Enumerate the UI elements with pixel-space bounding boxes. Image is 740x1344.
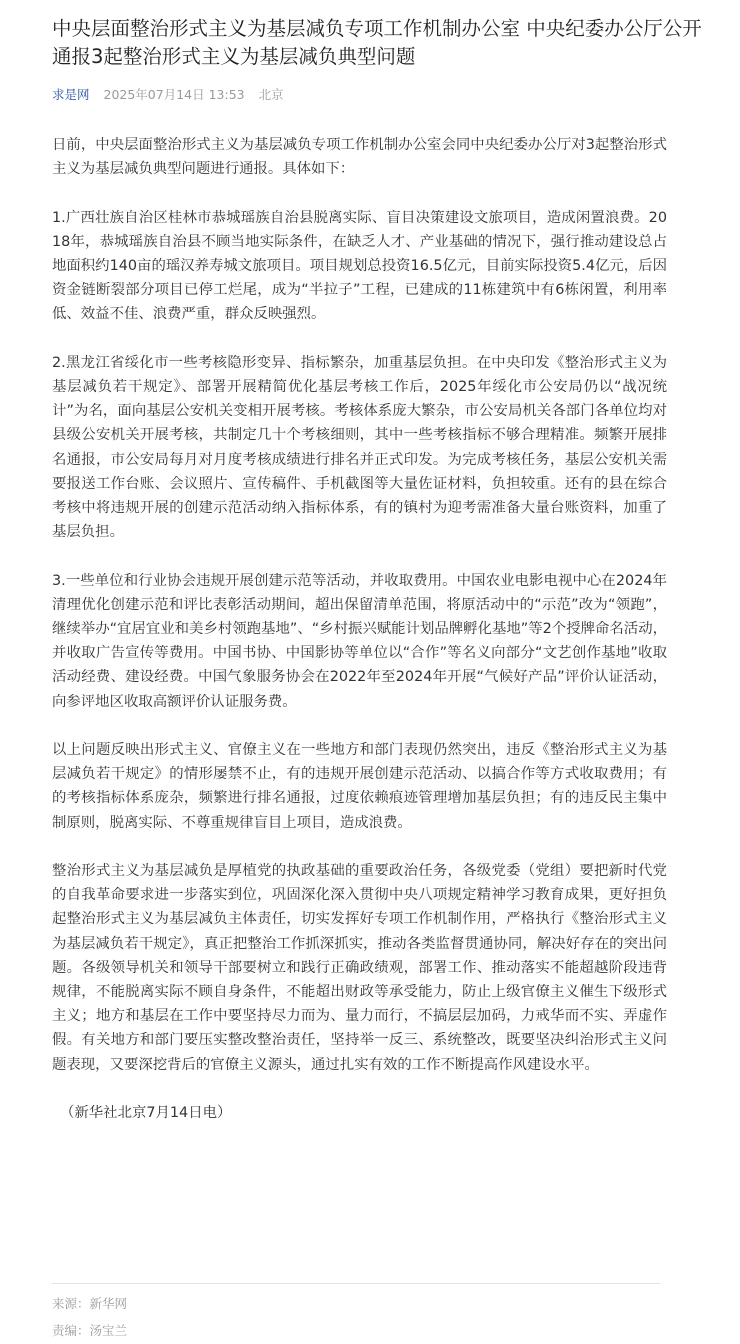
source-link[interactable]: 求是网 (52, 87, 90, 102)
paragraph-case-1: 1.广西壮族自治区桂林市恭城瑶族自治县脱离实际、盲目决策建设文旅项目，造成闲置浪费。2018年，恭城瑶族自治县不顾当地实际条件，在缺乏人才、产业基础的情况下，强行推动建设总占地面积约140亩的瑶汉养寿城文旅项目。项目规划总投资16.5亿元，目前实际投资5.4亿元，后因资金链断裂部分项目已停工烂尾，成为“半拉子”工程，已建成的11栋建筑中有6栋闲置，利用率低、效益不佳、浪费严重，群众反映强烈。 (52, 209, 667, 323)
footer-source: 来源：新华网 (52, 1296, 128, 1311)
article-footer (52, 1290, 127, 1344)
publish-time: 2025年07月14日 13:53 (103, 87, 245, 102)
paragraph-case-3: 3.一些单位和行业协会违规开展创建示范等活动，并收取费用。中国农业电影电视中心在2024年清理优化创建示范和评比表彰活动期间，超出保留清单范围，将原活动中的“示范”改为“领跑”，继续举办“宜居宜业和美乡村领跑基地”、“乡村振兴赋能计划品牌孵化基地”等2个授牌命名活动，并收取广告宣传等费用。中国书协、中国影协等单位以“合作”等名义向部分“文艺创作基地”收取活动经费、建设经费。中国气象服务协会在2022年至2024年开展“气候好产品”评价认证活动，向参评地区收取高额评价认证服务费。 (52, 572, 667, 710)
publish-location: 北京 (258, 87, 284, 102)
article-meta (52, 86, 284, 104)
footer-editor: 责编：汤宝兰 (52, 1323, 128, 1338)
article-title: 中央层面整治形式主义为基层减负专项工作机制办公室 中央纪委办公厅公开通报3起整治形式主义为基层减负典型问题 (52, 17, 702, 68)
paragraph-analysis: 以上问题反映出形式主义、官僚主义在一些地方和部门表现仍然突出，违反《整治形式主义为基层减负若干规定》的情形屡禁不止，有的违规开展创建示范活动、以搞合作等方式收取费用；有的考核指标体系庞杂，频繁进行排名通报，过度依赖痕迹管理增加基层负担；有的违反民主集中制原则，脱离实际、不尊重规律盲目上项目，造成浪费。 (52, 742, 667, 831)
dateline: （新华社北京7月14日电） (60, 1105, 232, 1122)
paragraph-requirements: 整治形式主义为基层减负是厚植党的执政基础的重要政治任务，各级党委（党组）要把新时代党的自我革命要求进一步落实到位，巩固深化深入贯彻中央八项规定精神学习教育成果，更好担负起整治形式主义为基层减负主体责任，切实发挥好专项工作机制作用，严格执行《整治形式主义为基层减负若干规定》，真正把整治工作抓深抓实，推动各类监督贯通协同，解决好存在的突出问题。各级领导机关和领导干部要树立和践行正确政绩观，部署工作、推动落实不能超越阶段违背规律，不能脱离实际不顾自身条件，不能超出财政等承受能力，防止上级官僚主义催生下级形式主义；地方和基层在工作中要坚持尽力而为、量力而行，不搞层层加码，力戒华而不实、弄虚作假。有关地方和部门要压实整改整治责任，坚持举一反三、系统整改，既要坚决纠治形式主义问题表现，又要深挖背后的官僚主义源头，通过扎实有效的工作不断提高作风建设水平。 (52, 863, 667, 1073)
paragraph-case-2: 2.黑龙江省绥化市一些考核隐形变异、指标繁杂，加重基层负担。在中央印发《整治形式主义为基层减负若干规定》、部署开展精简优化基层考核工作后，2025年绥化市公安局仍以“战况统计”为名，面向基层公安机关变相开展考核。考核体系庞大繁杂，市公安局机关各部门各单位均对县级公安机关开展考核，共制定几十个考核细则，其中一些考核指标不够合理精准。频繁开展排名通报，市公安局每月对月度考核成绩进行排名并正式印发。为完成考核任务，基层公安机关需要报送工作台账、会议照片、宣传稿件、手机截图等大量佐证材料，负担较重。还有的县在综合考核中将违规开展的创建示范活动纳入指标体系，有的镇村为迎考需准备大量台账资料，加重了基层负担。 (52, 354, 667, 541)
footer-divider (52, 1283, 660, 1284)
paragraph-intro: 日前，中央层面整治形式主义为基层减负专项工作机制办公室会同中央纪委办公厅对3起整治形式主义为基层减负典型问题进行通报。具体如下： (52, 137, 667, 178)
article-body (52, 133, 667, 1125)
